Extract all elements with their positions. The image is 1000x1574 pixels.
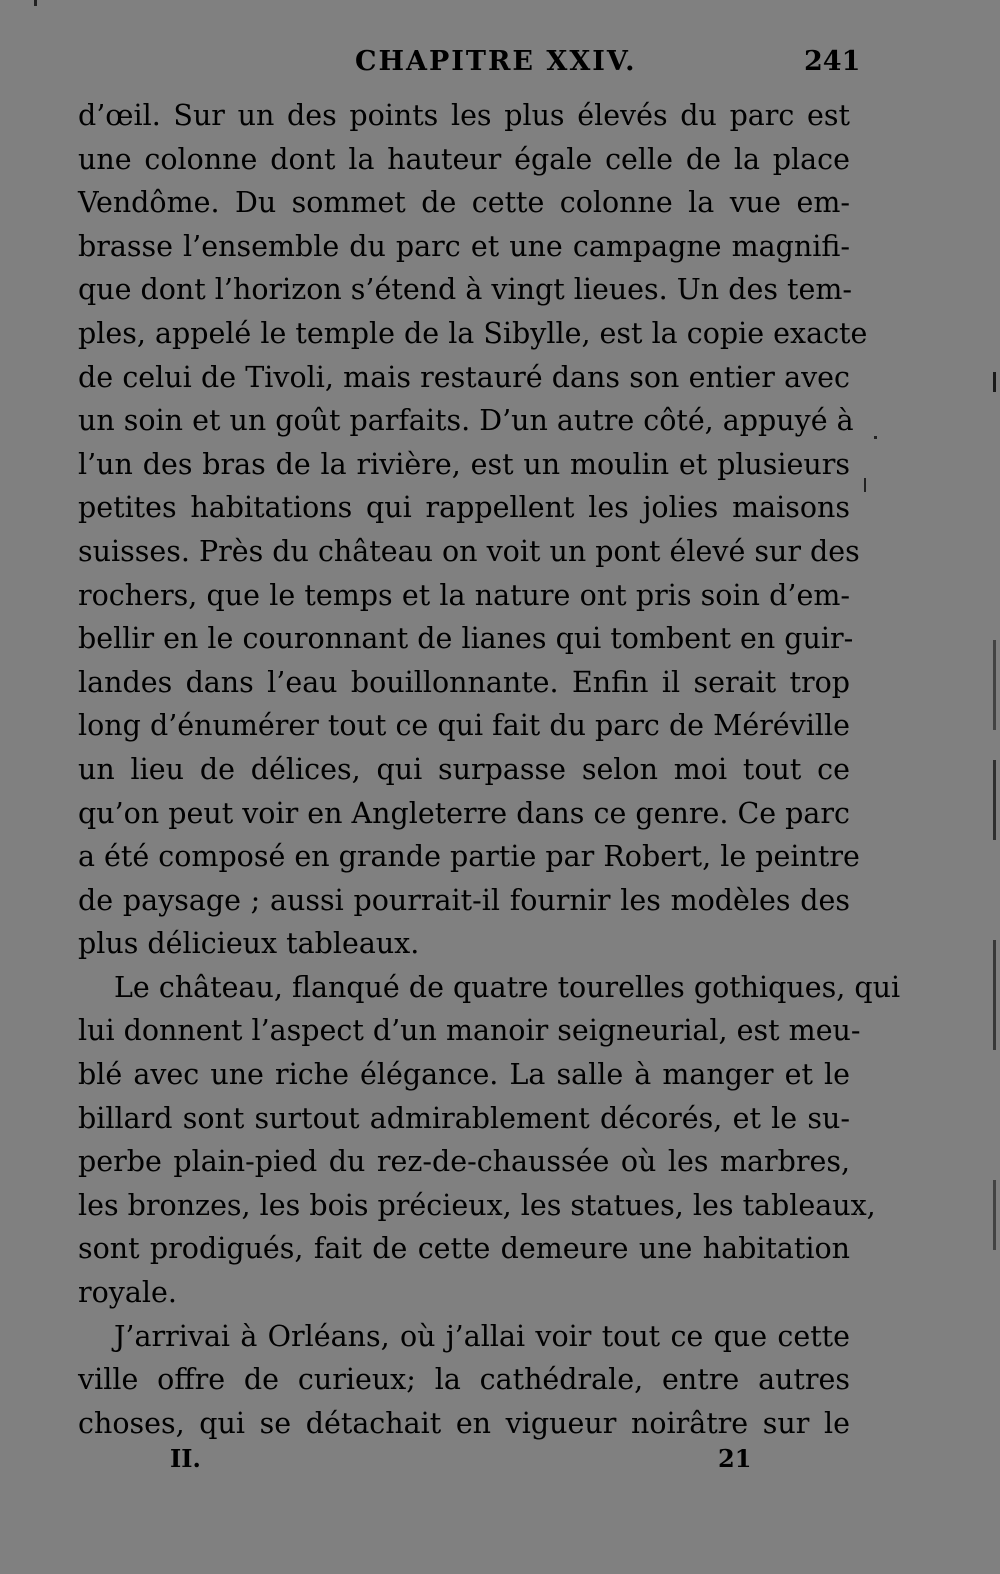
text-line: perbe plain-pied du rez-de-chaussée où les marbres,: [78, 1145, 850, 1179]
page-number: 241: [804, 46, 861, 77]
text-line: qu’on peut voir en Angleterre dans ce genre. Ce parc: [78, 796, 850, 830]
text-line: ville offre de curieux; la cathédrale, entre autres: [78, 1363, 850, 1397]
text-line: bellir en le couronnant de lianes qui tombent en guir-: [78, 622, 854, 656]
text-line: petites habitations qui rappellent les jolies maisons: [78, 491, 850, 525]
running-title: CHAPITRE XXIV.: [355, 46, 637, 77]
text-line: l’un des bras de la rivière, est un moulin et plusieurs: [78, 447, 850, 481]
text-line: choses, qui se détachait en vigueur noirâtre sur le: [78, 1406, 850, 1440]
paragraph-2: [78, 966, 901, 1315]
scan-speck: [864, 478, 866, 492]
page-footer: [0, 1444, 1000, 1484]
text-line: d’œil. Sur un des points les plus élevés du parc est: [78, 99, 850, 132]
text-line: a été composé en grande partie par Robert, le peintre: [78, 840, 860, 874]
scan-margin-mark: [993, 372, 996, 392]
text-line: que dont l’horizon s’étend à vingt lieues. Un des tem-: [78, 273, 852, 307]
text-line: billard sont surtout admirablement décorés, et le su-: [78, 1101, 850, 1135]
text-line: royale.: [78, 1276, 177, 1310]
text-line: long d’énumérer tout ce qui fait du parc de Méréville: [78, 709, 850, 743]
text-line: une colonne dont la hauteur égale celle de la place: [78, 142, 850, 176]
signature-volume: II.: [170, 1444, 201, 1473]
text-line: plus délicieux tableaux.: [78, 927, 420, 961]
text-line: de celui de Tivoli, mais restauré dans son entier avec: [78, 360, 850, 394]
page-header: [0, 46, 1000, 86]
scan-margin-mark: [993, 640, 996, 730]
text-line: les bronzes, les bois précieux, les statues, les tableaux,: [78, 1188, 876, 1222]
scan-margin-mark: [993, 940, 996, 1050]
text-line: un lieu de délices, qui surpasse selon moi tout ce: [78, 752, 850, 786]
text-line: landes dans l’eau bouillonnante. Enfin il serait trop: [78, 665, 850, 699]
signature-number: 21: [718, 1444, 752, 1473]
paragraph-1: [78, 94, 868, 966]
text-line: lui donnent l’aspect d’un manoir seigneurial, est meu-: [78, 1014, 861, 1048]
text-line: blé avec une riche élégance. La salle à manger et le: [78, 1058, 850, 1092]
scan-speck: [874, 436, 877, 439]
text-line: brasse l’ensemble du parc et une campagne magnifi-: [78, 229, 850, 263]
scan-margin-mark: [993, 1180, 996, 1250]
scan-speck: [34, 0, 37, 6]
text-line: J’arrivai à Orléans, où j’allai voir tout ce que cette: [114, 1319, 850, 1353]
text-line: suisses. Près du château on voit un pont élevé sur des: [78, 534, 860, 568]
text-line: sont prodigués, fait de cette demeure une habitation: [78, 1232, 850, 1266]
text-line: Le château, flanqué de quatre tourelles gothiques, qui: [114, 970, 901, 1004]
text-line: un soin et un goût parfaits. D’un autre côté, appuyé à: [78, 404, 854, 438]
text-line: Vendôme. Du sommet de cette colonne la vue em-: [78, 186, 850, 220]
scan-margin-mark: [993, 760, 996, 840]
text-line: de paysage ; aussi pourrait-il fournir les modèles des: [78, 883, 850, 917]
text-line: rochers, que le temps et la nature ont pris soin d’em-: [78, 578, 850, 612]
text-line: ples, appelé le temple de la Sibylle, est la copie exacte: [78, 316, 868, 350]
body-text: [78, 94, 901, 1445]
paragraph-3: [78, 1315, 850, 1446]
